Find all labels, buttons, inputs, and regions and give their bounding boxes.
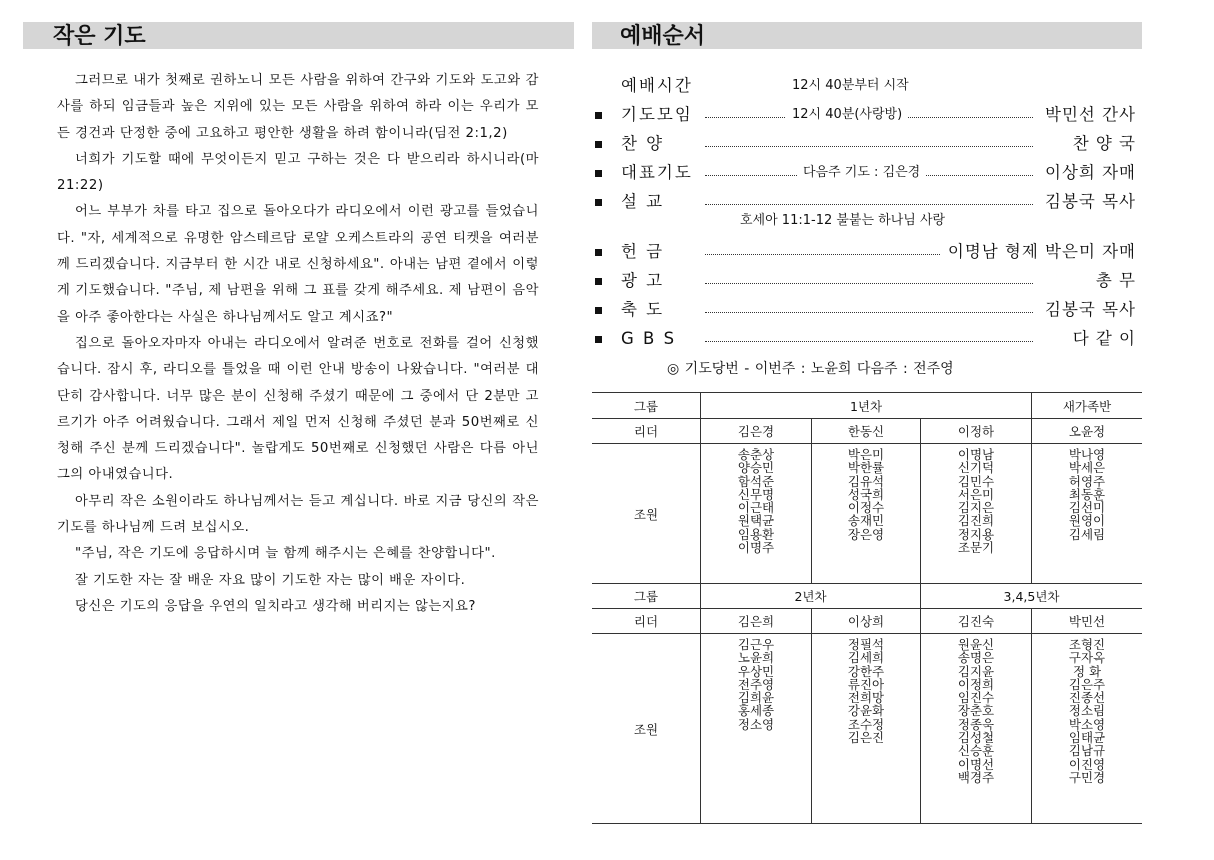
order-row-prayer-meeting xyxy=(592,103,1142,127)
member-name: 전주영 xyxy=(737,676,775,692)
member-name: 이근태 xyxy=(737,500,775,516)
member-name: 김세희 xyxy=(847,650,885,666)
member-name: 김성철 xyxy=(957,730,995,746)
table-row xyxy=(592,419,1142,444)
order-row-gbs xyxy=(592,327,1142,351)
member-name: 송춘상 xyxy=(737,447,775,462)
article-paragraph: 그러므로 내가 첫째로 권하노니 모든 사람을 위하여 간구와 기도와 도고와 감사를 하되 임금들과 높은 지위에 있는 모든 사람을 위하여 하라 이는 우리가 모든 경건과 단정한 중에 고요하고 평안한 생활을 하려 함이니라(딤전 2:1,2) xyxy=(57,73,539,141)
service-time-value: 12시 40분부터 시작 xyxy=(786,74,915,98)
member-list xyxy=(1032,634,1143,824)
member-name: 김은주 xyxy=(1068,676,1106,692)
member-name: 이진영 xyxy=(1068,756,1106,772)
leader-name: 이정하 xyxy=(921,419,1032,444)
article-paragraph: "주님, 작은 기도에 응답하시며 늘 함께 해주시는 은혜를 찬양합니다". xyxy=(75,546,496,562)
member-name: 김남규 xyxy=(1068,743,1106,759)
order-label: 설 교 xyxy=(621,192,665,211)
member-name: 강윤화 xyxy=(847,703,885,719)
member-label: 조원 xyxy=(592,634,701,824)
member-name: 신기덕 xyxy=(957,460,995,476)
dotted-leader xyxy=(705,341,1033,342)
sermon-title: 호세아 11:1-12 불붙는 하나님 사랑 xyxy=(740,213,946,228)
service-time-row xyxy=(592,74,1142,98)
member-list xyxy=(921,634,1032,824)
dotted-leader xyxy=(705,146,1033,147)
leader-name: 박민선 xyxy=(1032,609,1143,634)
member-name: 정필석 xyxy=(847,637,885,652)
order-row-benediction xyxy=(592,298,1142,322)
article-paragraph: 너희가 기도할 때에 무엇이든지 믿고 구하는 것은 다 받으리라 하시니라(마 21:22) xyxy=(57,151,539,194)
order-row-offering xyxy=(592,240,1142,264)
dotted-leader xyxy=(705,254,940,255)
member-name: 김희윤 xyxy=(737,690,775,706)
member-name: 조수정 xyxy=(847,716,885,732)
member-name: 노윤희 xyxy=(737,650,775,666)
order-detail: 다음주 기도 : 김은경 xyxy=(797,161,926,185)
member-name: 박세은 xyxy=(1068,460,1106,476)
table-row xyxy=(592,634,1142,824)
order-label: 대표기도 xyxy=(621,163,693,182)
member-list xyxy=(812,634,921,824)
member-list xyxy=(921,444,1032,584)
order-person: 이상희 자매 xyxy=(1045,163,1136,182)
group-year-header: 3,4,5년차 xyxy=(921,584,1143,609)
member-name: 원영이 xyxy=(1068,513,1106,529)
groups-table xyxy=(592,392,1142,824)
member-name: 신무명 xyxy=(737,486,775,502)
member-name: 전희망 xyxy=(847,690,885,706)
member-name: 임태균 xyxy=(1068,730,1106,746)
order-label: 축 도 xyxy=(621,300,665,319)
member-name: 진종선 xyxy=(1068,690,1106,706)
member-name: 김지은 xyxy=(957,500,995,516)
member-name: 류진아 xyxy=(847,676,885,692)
leader-name: 이상희 xyxy=(812,609,921,634)
member-list xyxy=(701,444,812,584)
member-name: 허영주 xyxy=(1068,473,1106,489)
order-label: 기도모임 xyxy=(621,105,693,124)
group-year-header: 1년차 xyxy=(701,393,1032,419)
member-name: 성국희 xyxy=(847,486,885,502)
member-name: 김유석 xyxy=(847,473,885,489)
group-year-header: 새가족반 xyxy=(1032,393,1143,419)
member-name: 백경주 xyxy=(957,769,995,785)
member-name: 정지용 xyxy=(957,526,995,542)
section-title-small-prayer: 작은 기도 xyxy=(23,22,574,49)
member-name: 김진희 xyxy=(957,513,995,529)
leader-label: 리더 xyxy=(592,419,701,444)
order-person: 찬 양 국 xyxy=(1072,134,1136,153)
member-name: 박은미 xyxy=(847,447,885,462)
bullet-icon xyxy=(595,141,602,148)
article-paragraph: 당신은 기도의 응답을 우연의 일치라고 생각해 버리지는 않는지요? xyxy=(75,598,476,614)
order-label: 헌 금 xyxy=(621,242,665,261)
member-name: 양승민 xyxy=(737,460,775,476)
dotted-leader xyxy=(705,204,1033,205)
member-name: 정 화 xyxy=(1072,663,1102,679)
order-row-praise xyxy=(592,132,1142,156)
member-name: 정소림 xyxy=(1068,703,1106,719)
table-row xyxy=(592,609,1142,634)
article-paragraph: 아무리 작은 소원이라도 하나님께서는 듣고 계십니다. 바로 지금 당신의 작은 기도를 하나님께 드려 보십시오. xyxy=(57,493,539,536)
member-name: 함석준 xyxy=(737,473,775,489)
order-detail: 12시 40분(사랑방) xyxy=(786,103,908,127)
bullet-icon xyxy=(595,170,602,177)
member-list xyxy=(701,634,812,824)
member-name: 이정희 xyxy=(957,676,995,692)
member-name: 박나영 xyxy=(1068,447,1106,462)
prayer-article xyxy=(57,68,539,620)
member-name: 김은진 xyxy=(847,730,885,746)
member-name: 서은미 xyxy=(957,486,995,502)
member-name: 박소영 xyxy=(1068,716,1106,732)
bullet-icon xyxy=(595,278,602,285)
member-name: 최동훈 xyxy=(1068,486,1106,502)
member-list xyxy=(1032,444,1143,584)
member-name: 구민경 xyxy=(1068,769,1106,785)
order-row-representative-prayer xyxy=(592,161,1142,185)
member-name: 이명선 xyxy=(957,756,995,772)
leader-name: 김진숙 xyxy=(921,609,1032,634)
member-name: 정종욱 xyxy=(957,716,995,732)
order-person: 김봉국 목사 xyxy=(1045,300,1136,319)
member-name: 임용환 xyxy=(737,526,775,542)
member-name: 장춘호 xyxy=(957,703,995,719)
order-person: 총 무 xyxy=(1095,271,1136,290)
leader-name: 김은경 xyxy=(701,419,812,444)
leader-name: 오윤정 xyxy=(1032,419,1143,444)
order-label: 찬 양 xyxy=(621,134,665,153)
leader-name: 한동신 xyxy=(812,419,921,444)
dotted-leader xyxy=(705,283,1033,284)
article-paragraph: 어느 부부가 차를 타고 집으로 돌아오다가 라디오에서 이런 광고를 들었습니다. "자, 세계적으로 유명한 암스테르담 로얄 오케스트라의 공연 티켓을 여러분께 드리겠습니다. 지금부터 한 시간 내로 신청하세요". 아내는 남편 곁에서 이렇게 기도했습니다. "주님, 제 남편을 위해 그 표를 갖게 해주세요. 제 남편이 음악을 아주 좋아한다는 사실은 하나님께서도 알고 계시죠?" xyxy=(57,204,539,325)
member-name: 이정수 xyxy=(847,500,885,516)
order-row-announcements xyxy=(592,269,1142,293)
prayer-duty-line: ◎ 기도당번 - 이번주 : 노윤희 다음주 : 전주영 xyxy=(667,361,954,377)
table-row xyxy=(592,393,1142,419)
dotted-leader xyxy=(705,312,1033,313)
member-label: 조원 xyxy=(592,444,701,584)
member-name: 조형진 xyxy=(1068,637,1106,652)
member-name: 신승훈 xyxy=(957,743,995,759)
member-name: 송명은 xyxy=(957,650,995,666)
member-name: 송재민 xyxy=(847,513,885,529)
member-name: 이명남 xyxy=(957,447,995,462)
table-row xyxy=(592,584,1142,609)
table-row xyxy=(592,444,1142,584)
member-name: 김선미 xyxy=(1068,500,1106,516)
section-title-worship-order: 예배순서 xyxy=(592,22,1142,49)
group-header-label: 그룹 xyxy=(592,393,701,419)
member-name: 우상민 xyxy=(737,663,775,679)
member-name: 장은영 xyxy=(847,526,885,542)
bullet-icon xyxy=(595,112,602,119)
bullet-icon xyxy=(595,307,602,314)
order-person: 김봉국 목사 xyxy=(1045,192,1136,211)
bullet-icon xyxy=(595,249,602,256)
leader-name: 김은희 xyxy=(701,609,812,634)
member-list xyxy=(812,444,921,584)
article-paragraph: 잘 기도한 자는 잘 배운 자요 많이 기도한 자는 많이 배운 자이다. xyxy=(75,572,466,588)
member-name: 홍세종 xyxy=(737,703,775,719)
order-label: 광 고 xyxy=(621,271,665,290)
member-name: 김지윤 xyxy=(957,663,995,679)
bullet-icon xyxy=(595,199,602,206)
member-name: 원택균 xyxy=(737,513,775,529)
service-time-label: 예배시간 xyxy=(621,76,693,95)
member-name: 강한주 xyxy=(847,663,885,679)
article-paragraph: 집으로 돌아오자마자 아내는 라디오에서 알려준 번호로 전화를 걸어 신청했습니다. 잠시 후, 라디오를 틀었을 때 이런 안내 방송이 나왔습니다. "여러분 대단히 감사합니다. 너무 많은 분이 신청해 주셨기 때문에 그 중에서 단 2분만 고르기가 아주 어려웠습니다. 그래서 제일 먼저 신청해 주셨던 분과 50번째로 신청해 주신 분께 드리겠습니다". 놀랍게도 50번째로 신청했던 사람은 다름 아닌 그의 아내였습니다. xyxy=(57,335,539,483)
member-name: 김근우 xyxy=(737,637,775,652)
member-name: 정소영 xyxy=(737,716,775,732)
order-person: 이명남 형제 박은미 자매 xyxy=(947,242,1136,261)
bullet-icon xyxy=(595,336,602,343)
order-person: 박민선 간사 xyxy=(1045,105,1136,124)
member-name: 구자옥 xyxy=(1068,650,1106,666)
order-label: G B S xyxy=(621,329,677,348)
member-name: 박한률 xyxy=(847,460,885,476)
member-name: 원윤신 xyxy=(957,637,995,652)
member-name: 이명주 xyxy=(737,540,775,556)
member-name: 김민수 xyxy=(957,473,995,489)
leader-label: 리더 xyxy=(592,609,701,634)
group-header-label: 그룹 xyxy=(592,584,701,609)
member-name: 김세림 xyxy=(1068,526,1106,542)
member-name: 조문기 xyxy=(957,540,995,556)
group-year-header: 2년차 xyxy=(701,584,921,609)
order-person: 다 같 이 xyxy=(1072,329,1136,348)
member-name: 임진수 xyxy=(957,690,995,706)
